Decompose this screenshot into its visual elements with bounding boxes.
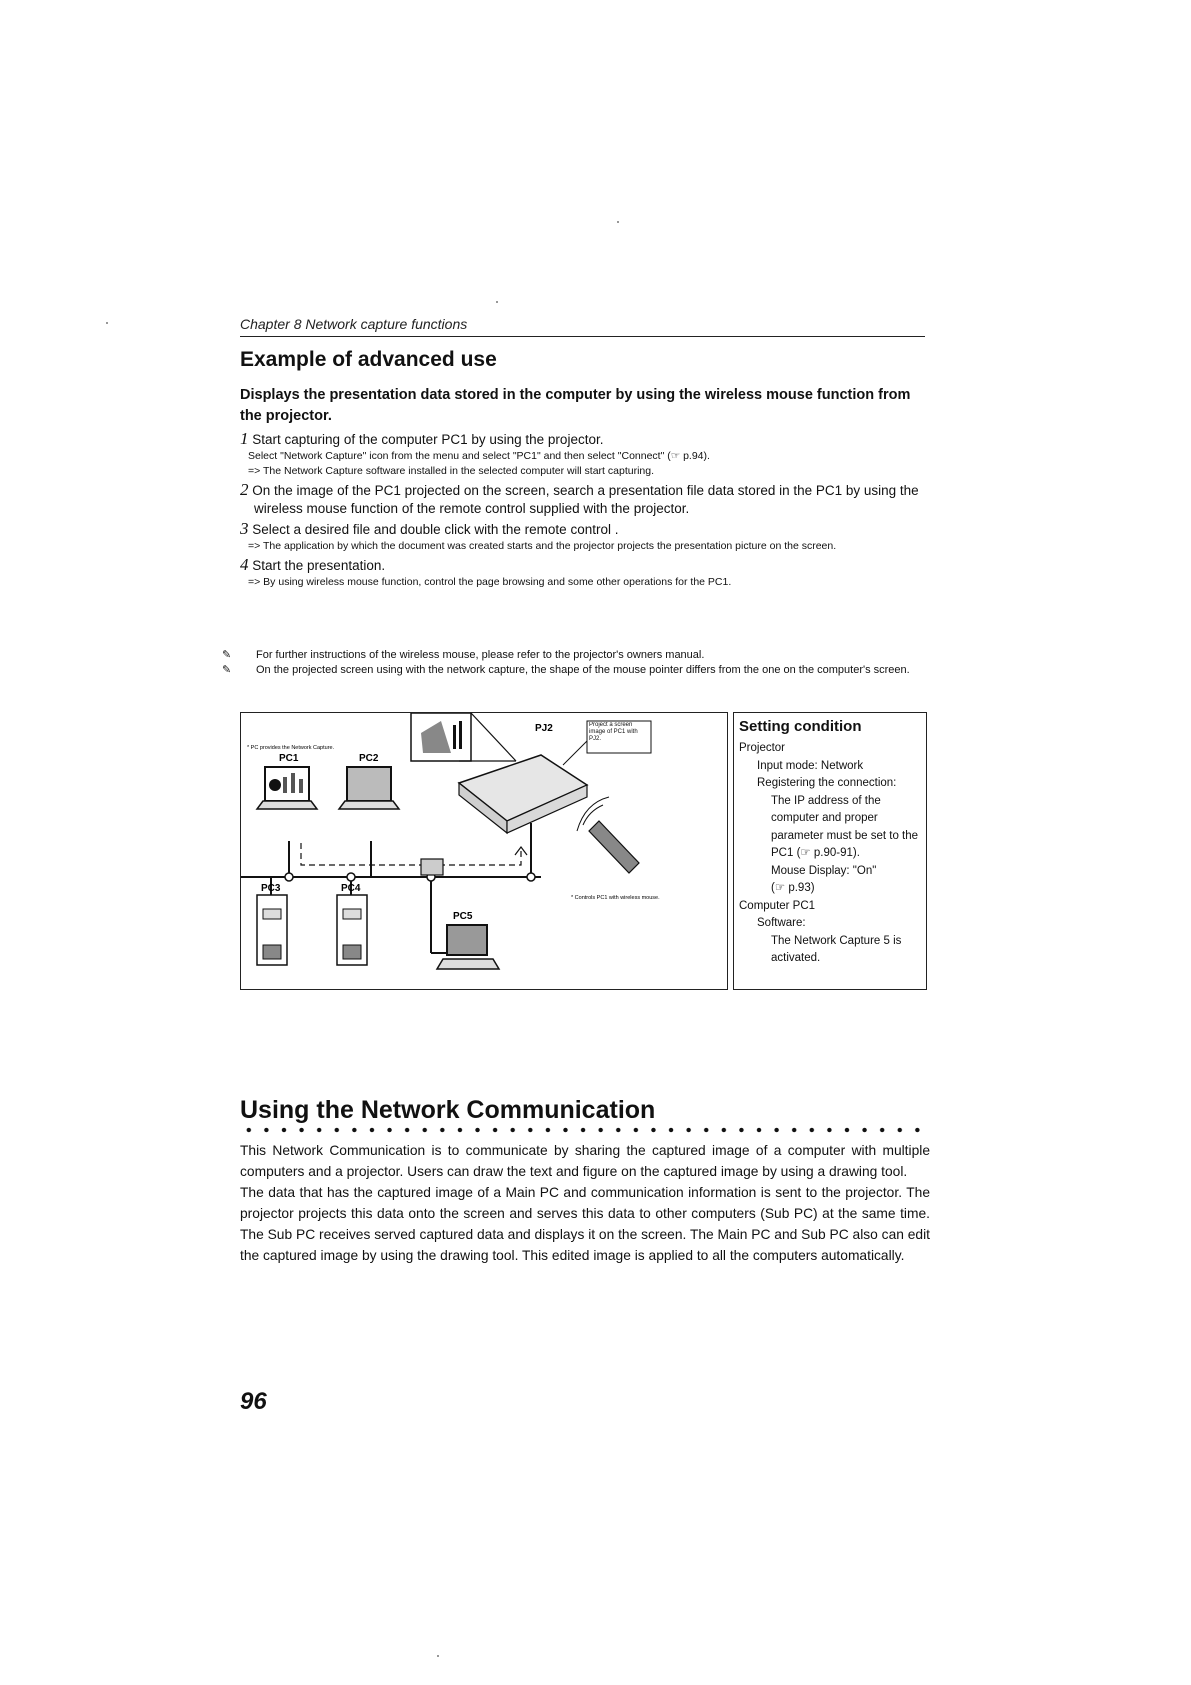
step-result: => By using wireless mouse function, control the page browsing and some other operations for the PC1.	[248, 576, 732, 588]
paragraph: The data that has the captured image of a Main PC and communication information is sent to the projector. The projector projects this data onto the screen and serves this data to other computers (Sub PC) at the same time. The Sub PC receives served captured data and displays it on the screen. The Main PC and Sub PC also can edit the captured image by using the drawing tool. This edited image is applied to all the computers automatically.	[240, 1185, 930, 1263]
step-text: On the image of the PC1 projected on the screen, search a presentation file data stored in the PC1 by using the wireless mouse function of the remote control supplied with the projector.	[252, 483, 919, 516]
remote-caption: * Controls PC1 with wireless mouse.	[571, 895, 660, 901]
notes	[222, 648, 930, 678]
intro-text: Displays the presentation data stored in the computer by using the wireless mouse function from the projector.	[240, 387, 911, 424]
header-rule	[240, 336, 925, 337]
pc1-label: PC1	[279, 753, 299, 764]
step-result: => The application by which the document was created starts and the projector projects the presentation picture on the screen.	[248, 540, 837, 552]
step-2	[240, 481, 930, 518]
step-1	[240, 430, 930, 479]
note: ✎ For further instructions of the wireless mouse, please refer to the projector's owners manual.	[222, 649, 705, 661]
projector-icon	[459, 755, 587, 821]
remote-control-icon	[589, 821, 639, 873]
step-result: => The Network Capture software installed in the selected computer will start capturing.	[248, 465, 655, 477]
chapter-header: Chapter 8 Network capture functions	[240, 316, 468, 332]
condition-line: (☞ p.93)	[771, 882, 815, 894]
paragraph: This Network Communication is to communicate by sharing the captured image of a computer with multiple computers and a projector. Users can draw the text and figure on the captured image by using a drawing tool.	[240, 1143, 930, 1179]
pc-caption: * PC provides the Network Capture.	[247, 745, 335, 751]
setting-condition-title: Setting condition	[739, 718, 862, 735]
pc5-label: PC5	[453, 911, 473, 922]
step-4	[240, 556, 930, 590]
pj2-label: PJ2	[535, 723, 553, 734]
step-text: Start capturing of the computer PC1 by using the projector.	[252, 432, 604, 447]
capture-path	[301, 843, 521, 865]
step-text: Select a desired file and double click with the remote control .	[252, 522, 619, 537]
step-number: 4	[240, 555, 249, 574]
step-number: 3	[240, 519, 249, 538]
note: ✎ On the projected screen using with the network capture, the shape of the mouse pointer differs from the one on the computer's screen.	[222, 664, 910, 676]
pc2-label: PC2	[359, 753, 379, 764]
pc2-laptop-icon	[347, 767, 391, 801]
network-node	[285, 873, 293, 881]
condition-line: Mouse Display: "On"	[771, 864, 877, 877]
step-number: 2	[240, 480, 249, 499]
step-3	[240, 520, 930, 554]
network-node	[347, 873, 355, 881]
pc3-label: PC3	[261, 883, 281, 894]
setting-condition-text	[739, 740, 921, 968]
pj-caption: Project a screen image of PC1 with PJ2.	[589, 722, 638, 742]
network-diagram	[240, 712, 728, 990]
condition-line: Software:	[757, 917, 806, 929]
pc5-laptop-icon	[447, 925, 487, 955]
step-detail: Select "Network Capture" icon from the menu and select "PC1" and then select "Connect" (☞ p.94).	[248, 450, 710, 462]
condition-line: Projector	[739, 742, 786, 754]
step-text: Start the presentation.	[252, 558, 386, 573]
condition-line: Input mode: Network	[757, 759, 864, 772]
steps-list	[240, 430, 930, 592]
capture-device-icon	[421, 859, 443, 875]
page-number: 96	[240, 1388, 267, 1415]
condition-line: Registering the connection:	[757, 777, 897, 789]
section-title: Example of advanced use	[240, 348, 497, 371]
condition-line: The IP address of the computer and proper parameter must be set to the PC1 (☞ p.90-91).	[771, 794, 919, 859]
network-section-title: Using the Network Communication	[240, 1096, 656, 1124]
step-number: 1	[240, 429, 249, 448]
network-diagram-svg	[241, 713, 727, 989]
condition-line: The Network Capture 5 is activated.	[771, 934, 902, 964]
pencil-icon: ✎	[222, 664, 232, 676]
pc4-label: PC4	[341, 883, 361, 894]
pencil-icon: ✎	[222, 649, 232, 661]
network-section-body	[240, 1140, 930, 1266]
scan-speck	[437, 1655, 439, 1657]
scan-speck	[496, 301, 498, 303]
scan-speck	[617, 221, 619, 223]
network-node	[527, 873, 535, 881]
scan-speck	[106, 322, 108, 324]
dotted-rule	[240, 1126, 930, 1134]
condition-line: Computer PC1	[739, 899, 816, 912]
